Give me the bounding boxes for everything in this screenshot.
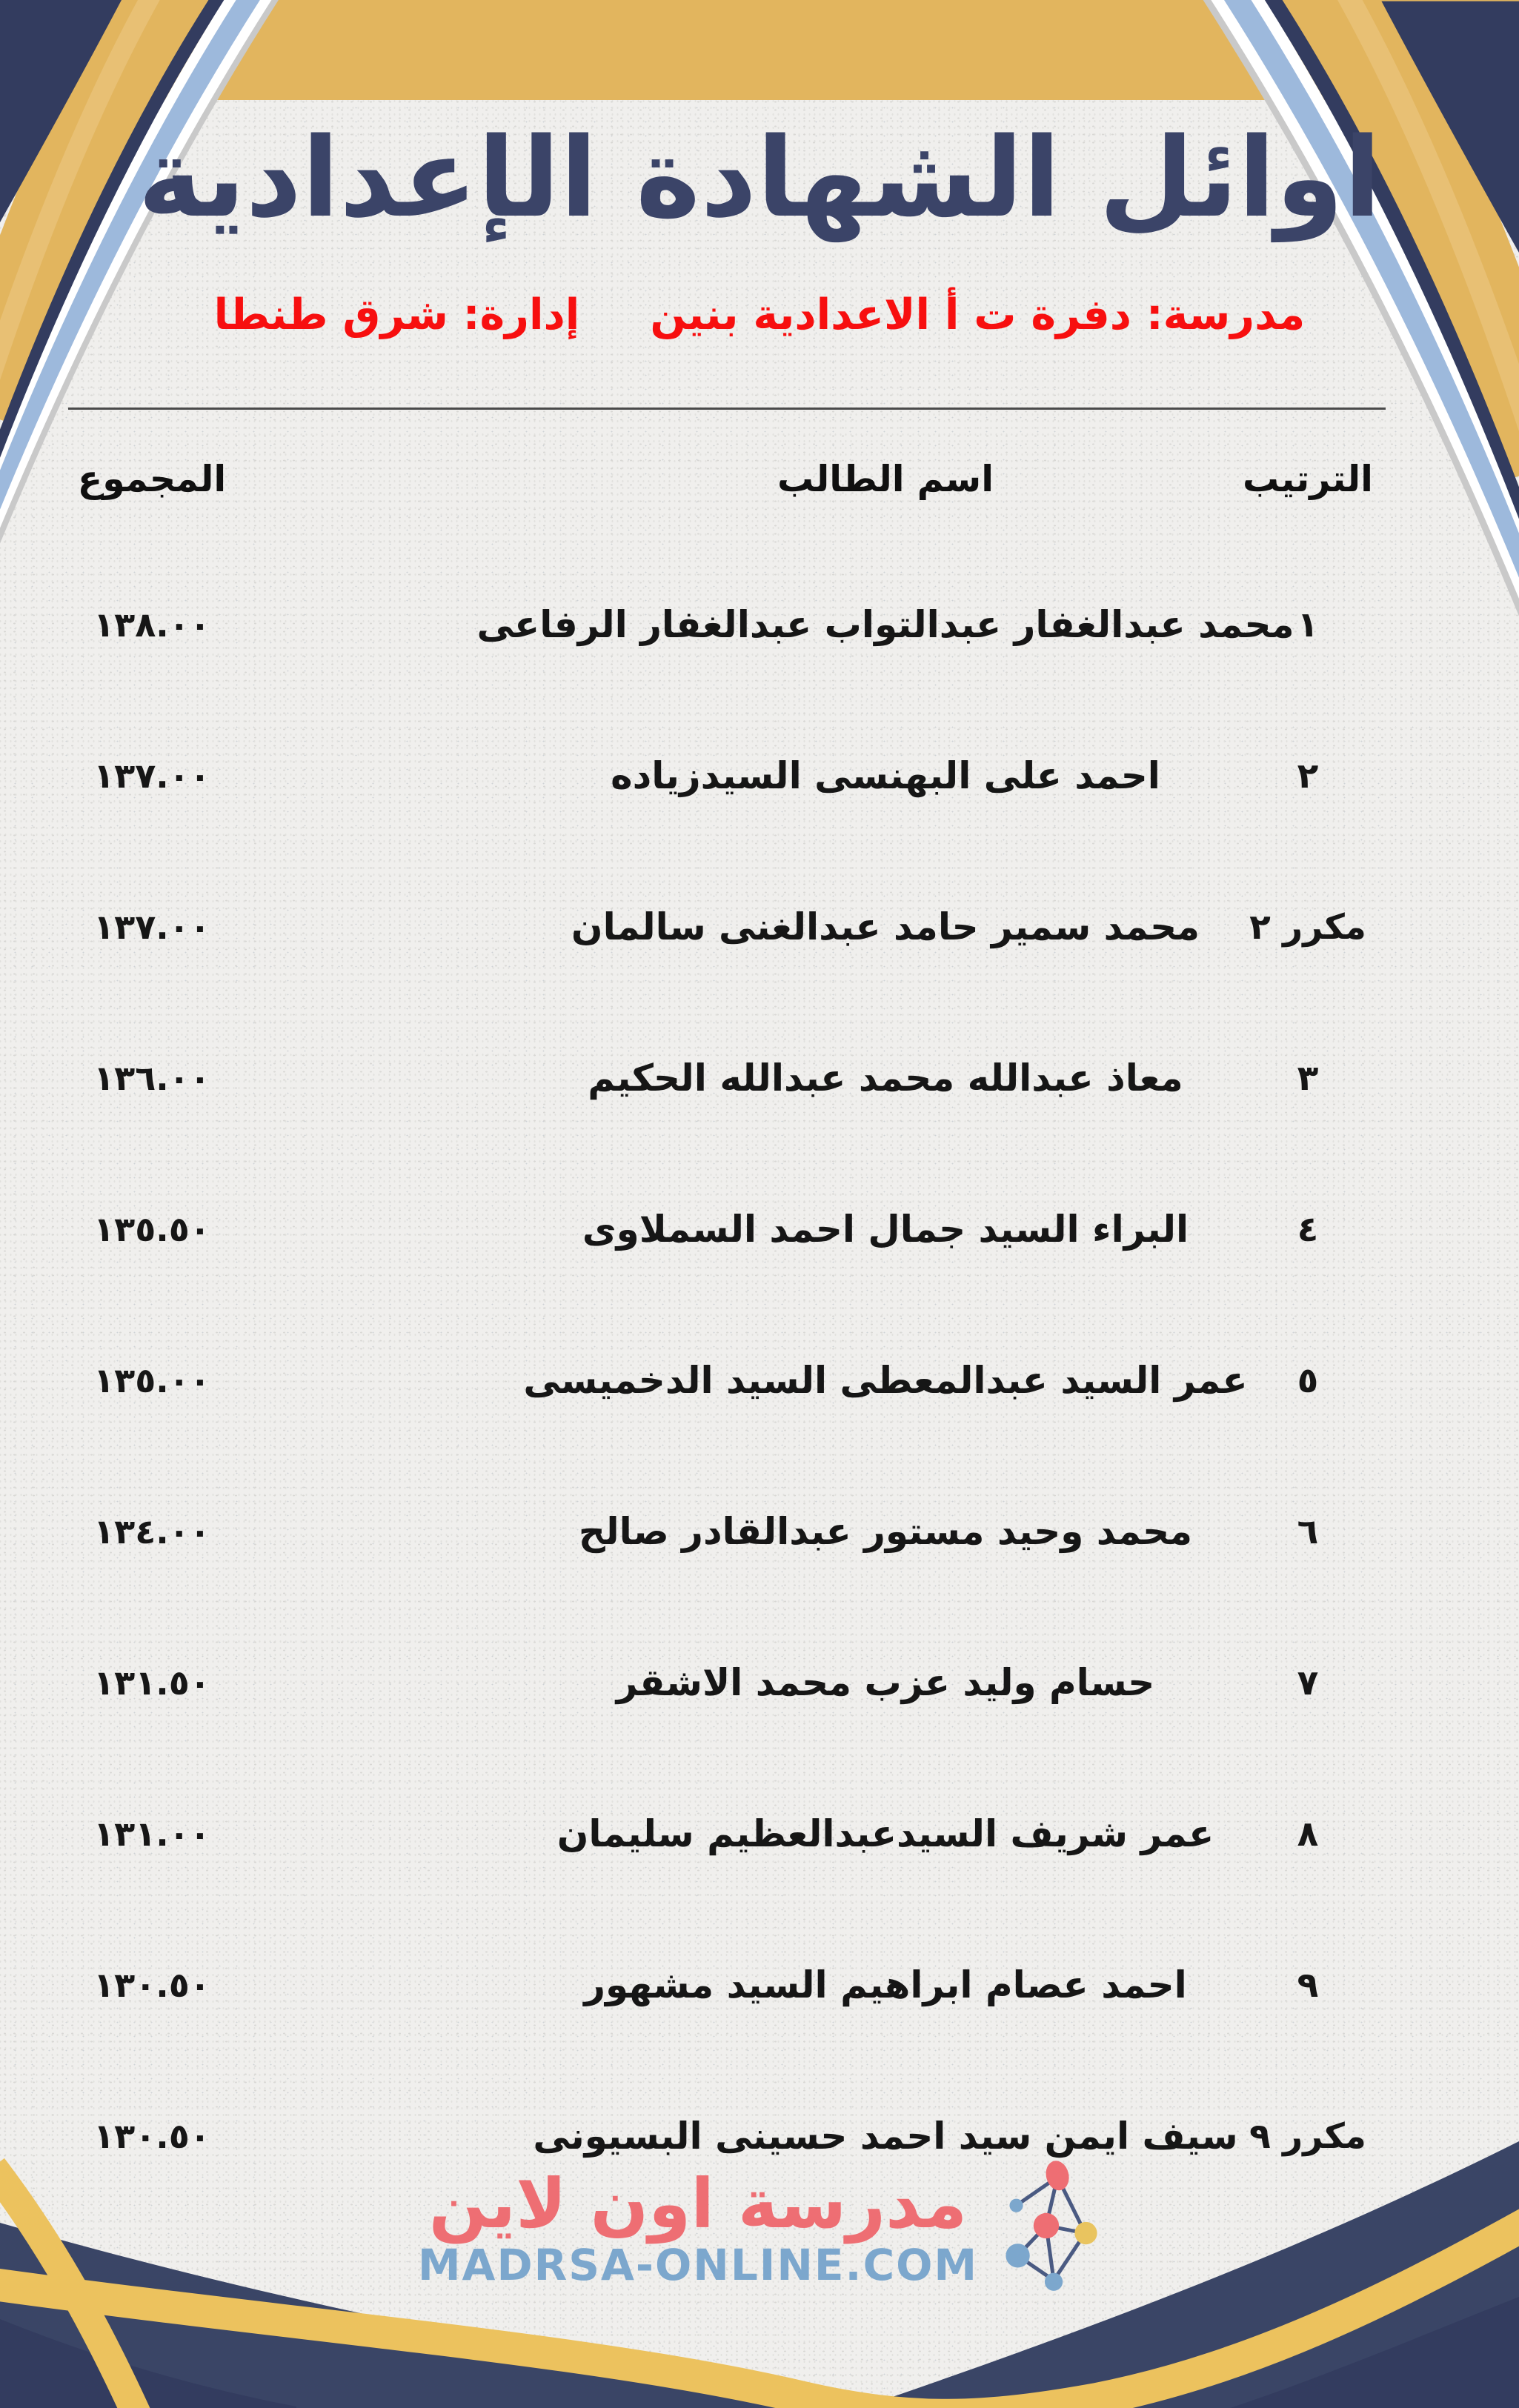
row-total: ١٣٠.٥٠ bbox=[93, 1965, 210, 2005]
row-rank: ٦ bbox=[1297, 1511, 1319, 1552]
row-rank: ٢ bbox=[1297, 755, 1319, 796]
row-student-name: عمر شريف السيدعبدالعظيم سليمان bbox=[556, 1812, 1214, 1855]
column-header-rank: الترتيب bbox=[1243, 457, 1373, 500]
row-student-name: حسام وليد عزب محمد الاشقر bbox=[616, 1661, 1155, 1704]
table-row bbox=[0, 851, 1519, 1002]
row-student-name: محمد سمير حامد عبدالغنى سالمان bbox=[571, 905, 1200, 948]
table-row bbox=[0, 700, 1519, 851]
site-logo-text bbox=[417, 2164, 979, 2290]
column-header-total: المجموع bbox=[77, 457, 227, 500]
row-student-name: سيف ايمن سيد احمد حسينى البسيونى bbox=[533, 2115, 1238, 2158]
table-row bbox=[0, 1758, 1519, 1909]
row-total: ١٣٠.٥٠ bbox=[93, 2116, 210, 2156]
table-row bbox=[0, 1607, 1519, 1758]
row-student-name: احمد عصام ابراهيم السيد مشهور bbox=[584, 1963, 1187, 2006]
site-name-arabic: مدرسة اون لاين bbox=[428, 2164, 968, 2244]
row-rank: ٧ bbox=[1297, 1662, 1319, 1703]
row-student-name: احمد على البهنسى السيدزياده bbox=[611, 754, 1160, 797]
row-total: ١٣٦.٠٠ bbox=[93, 1058, 210, 1098]
table-row bbox=[0, 1456, 1519, 1607]
row-rank: مكرر ٩ bbox=[1249, 2115, 1366, 2157]
row-rank: ٥ bbox=[1297, 1360, 1319, 1401]
row-total: ١٣٥.٠٠ bbox=[93, 1360, 210, 1400]
school-admin-line bbox=[0, 290, 1519, 339]
table-row bbox=[0, 1154, 1519, 1305]
table-row bbox=[0, 549, 1519, 700]
table-row bbox=[0, 1305, 1519, 1456]
table-row bbox=[0, 1909, 1519, 2061]
row-rank: مكرر ٢ bbox=[1249, 906, 1366, 948]
row-student-name: عمر السيد عبدالمعطى السيد الدخميسى bbox=[523, 1359, 1248, 1402]
row-student-name: البراء السيد جمال احمد السملاوى bbox=[582, 1208, 1189, 1251]
row-rank: ٣ bbox=[1297, 1057, 1319, 1099]
row-rank: ٨ bbox=[1297, 1813, 1319, 1855]
row-total: ١٣٤.٠٠ bbox=[93, 1511, 210, 1551]
school-label: مدرسة: دفرة ت أ الاعدادية بنين bbox=[650, 290, 1306, 339]
row-student-name: محمد وحيد مستور عبدالقادر صالح bbox=[578, 1510, 1193, 1553]
row-total: ١٣١.٠٠ bbox=[93, 1814, 210, 1854]
row-total: ١٣١.٥٠ bbox=[93, 1663, 210, 1703]
row-student-name: معاذ عبدالله محمد عبدالله الحكيم bbox=[588, 1057, 1183, 1100]
site-domain: MADRSA-ONLINE.COM bbox=[417, 2239, 979, 2290]
row-total: ١٣٧.٠٠ bbox=[93, 907, 210, 947]
row-total: ١٣٨.٠٠ bbox=[93, 605, 210, 645]
row-total: ١٣٧.٠٠ bbox=[93, 756, 210, 796]
column-header-name: اسم الطالب bbox=[777, 457, 994, 500]
row-student-name: محمد عبدالغفار عبدالتواب عبدالغفار الرفاعى bbox=[476, 603, 1294, 646]
table-row bbox=[0, 1002, 1519, 1154]
row-total: ١٣٥.٥٠ bbox=[93, 1209, 210, 1249]
row-rank: ٩ bbox=[1297, 1964, 1319, 2006]
site-logo bbox=[0, 2155, 1519, 2304]
row-rank: ١ bbox=[1297, 604, 1319, 645]
page-title: اوائل الشهادة الإعدادية bbox=[137, 114, 1382, 242]
row-rank: ٤ bbox=[1297, 1208, 1319, 1250]
table-header-row bbox=[0, 445, 1519, 513]
results-list bbox=[0, 549, 1519, 2212]
network-graph-icon bbox=[999, 2155, 1101, 2304]
admin-label: إدارة: شرق طنطا bbox=[213, 290, 580, 339]
header-separator-line bbox=[68, 408, 1386, 410]
